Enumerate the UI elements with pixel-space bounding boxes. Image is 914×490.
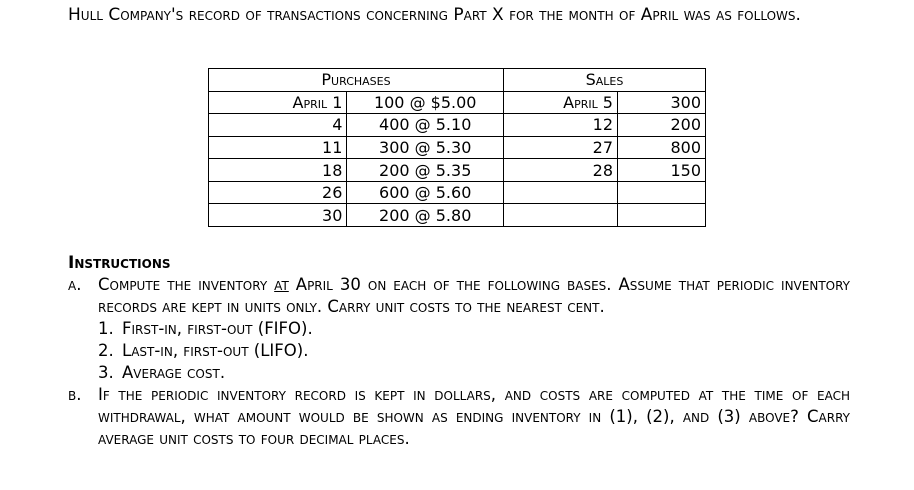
sub-item-marker: 1. (98, 319, 114, 338)
text-segment: April 30 on each of the following bases. Assume that periodic inventory records are kept in units only. Carry unit costs to the nearest cent. (98, 275, 850, 316)
item-text: If the periodic inventory record is kept in dollars, and costs are computed at the time of each withdrawal, what amount would be shown as ending inventory in (1), (2), and (3) above? Carry average unit costs to four decimal places. (98, 385, 850, 448)
purchases-header: Purchases (209, 69, 504, 92)
sale-date (504, 181, 618, 204)
sub-item-3 (68, 362, 850, 384)
table-row (209, 204, 706, 227)
purchase-date: 4 (209, 114, 347, 137)
underlined-word: at (274, 275, 289, 294)
sub-item-text: Average cost. (122, 363, 226, 382)
sale-qty: 200 (618, 114, 706, 137)
sale-qty: 150 (618, 159, 706, 182)
purchase-detail: 400 @ 5.10 (347, 114, 504, 137)
purchase-date: 26 (209, 181, 347, 204)
purchase-date: 30 (209, 204, 347, 227)
purchase-date: 18 (209, 159, 347, 182)
item-marker: b. (68, 385, 82, 404)
sub-item-text: Last-in, first-out (LIFO). (122, 341, 309, 360)
table-row (209, 91, 706, 114)
table-row (209, 159, 706, 182)
sub-item-text: First-in, first-out (FIFO). (122, 319, 313, 338)
sale-qty (618, 204, 706, 227)
instructions-list (68, 274, 850, 450)
purchase-detail: 200 @ 5.80 (347, 204, 504, 227)
sale-date: 27 (504, 136, 618, 159)
sales-header: Sales (504, 69, 706, 92)
item-text (98, 274, 850, 318)
purchase-detail: 600 @ 5.60 (347, 181, 504, 204)
instructions-heading: Instructions (68, 253, 171, 273)
sale-date: 12 (504, 114, 618, 137)
sale-date (504, 204, 618, 227)
table-row (209, 181, 706, 204)
purchase-detail: 100 @ $5.00 (347, 91, 504, 114)
sale-qty (618, 181, 706, 204)
purchase-detail: 300 @ 5.30 (347, 136, 504, 159)
purchase-detail: 200 @ 5.35 (347, 159, 504, 182)
sale-date: April 5 (504, 91, 618, 114)
instruction-item-b (68, 384, 850, 450)
sub-item-marker: 3. (98, 363, 114, 382)
purchase-date: 11 (209, 136, 347, 159)
purchase-date: April 1 (209, 91, 347, 114)
transactions-table (208, 68, 706, 227)
sub-item-1 (68, 318, 850, 340)
sale-qty: 800 (618, 136, 706, 159)
instruction-item-a (68, 274, 850, 318)
sale-qty: 300 (618, 91, 706, 114)
table-header-row (209, 69, 706, 92)
item-marker: a. (68, 275, 82, 294)
intro-paragraph: Hull Company's record of transactions concerning Part X for the month of April was as follows. (68, 5, 801, 25)
sub-item-marker: 2. (98, 341, 114, 360)
sub-item-2 (68, 340, 850, 362)
text-segment: Compute the inventory (98, 275, 275, 294)
table-row (209, 114, 706, 137)
sale-date: 28 (504, 159, 618, 182)
table-row (209, 136, 706, 159)
